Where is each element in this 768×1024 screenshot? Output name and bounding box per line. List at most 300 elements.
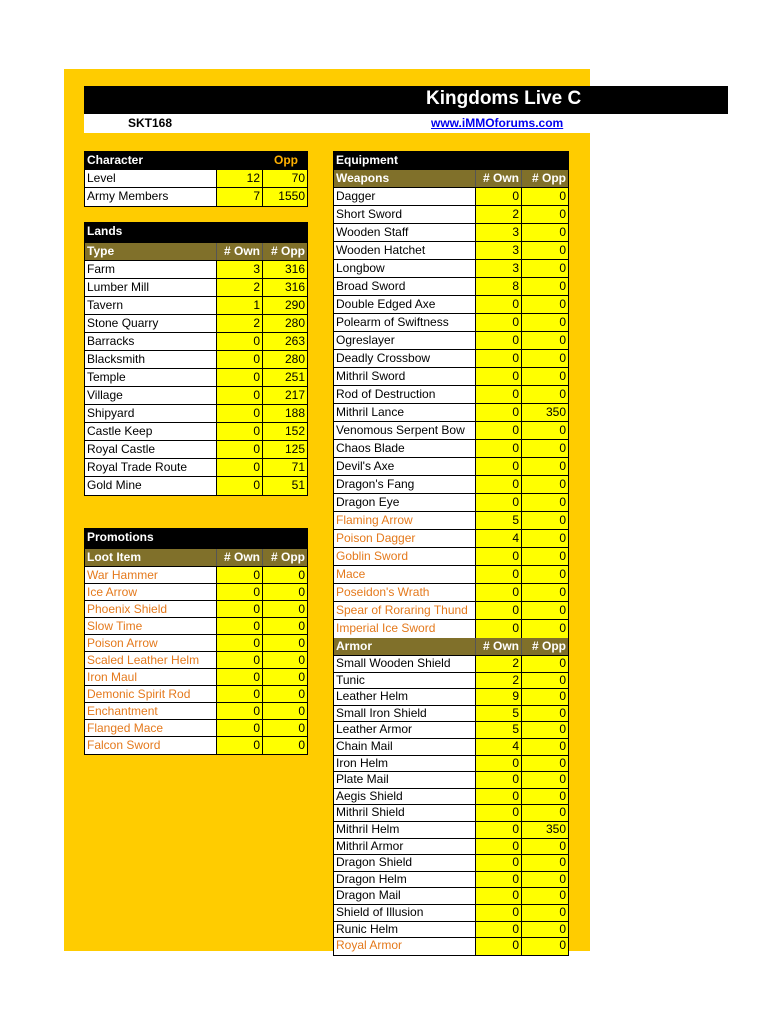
- table-row: [85, 423, 307, 441]
- own-count[interactable]: 0: [217, 737, 263, 754]
- site-link[interactable]: www.iMMOforums.com: [431, 116, 564, 130]
- opp-count[interactable]: 316: [263, 279, 307, 296]
- own-count[interactable]: 0: [476, 789, 522, 805]
- own-count[interactable]: 0: [476, 350, 522, 367]
- table-row: [334, 242, 568, 260]
- table-row: [85, 369, 307, 387]
- opp-count[interactable]: 0: [522, 872, 568, 888]
- own-count[interactable]: 0: [476, 332, 522, 349]
- promotions-table: [84, 528, 308, 755]
- opp-count[interactable]: 0: [522, 739, 568, 755]
- table-row: [85, 635, 307, 652]
- own-count[interactable]: 2: [476, 656, 522, 672]
- opp-count[interactable]: 0: [522, 938, 568, 955]
- promotions-col-item: Loot Item: [85, 549, 217, 566]
- table-row: [334, 368, 568, 386]
- table-row: [85, 387, 307, 405]
- promotions-col-own: # Own: [217, 549, 263, 566]
- item-name[interactable]: Spear of Roraring Thund: [334, 602, 476, 619]
- own-count[interactable]: 0: [476, 602, 522, 619]
- equipment-table: [333, 151, 569, 956]
- table-row: [85, 737, 307, 754]
- own-count[interactable]: 0: [476, 872, 522, 888]
- table-row: [334, 805, 568, 822]
- own-count[interactable]: 0: [476, 822, 522, 838]
- opp-count[interactable]: 0: [522, 656, 568, 672]
- item-name[interactable]: Dragon Helm: [334, 872, 476, 888]
- table-row: [334, 494, 568, 512]
- opp-count[interactable]: 0: [522, 224, 568, 241]
- opp-count[interactable]: 0: [522, 386, 568, 403]
- opp-count[interactable]: 280: [263, 351, 307, 368]
- table-row: [334, 512, 568, 530]
- table-row: [334, 673, 568, 690]
- opp-count[interactable]: 0: [522, 458, 568, 475]
- own-count[interactable]: 0: [476, 922, 522, 938]
- table-row: [334, 706, 568, 723]
- opp-count[interactable]: 0: [263, 703, 307, 719]
- own-count[interactable]: 0: [217, 567, 263, 583]
- lands-col-own: # Own: [217, 243, 263, 260]
- lands-body: [85, 261, 307, 495]
- table-row: [334, 314, 568, 332]
- lands-table: [84, 222, 308, 496]
- table-row: [334, 905, 568, 922]
- own-count[interactable]: 0: [476, 839, 522, 855]
- lands-title-row: [85, 223, 307, 243]
- table-row: [334, 689, 568, 706]
- item-name[interactable]: Shipyard: [85, 405, 217, 422]
- opp-count[interactable]: 251: [263, 369, 307, 386]
- opp-count[interactable]: 0: [522, 673, 568, 689]
- opp-count[interactable]: 0: [522, 772, 568, 788]
- opp-count[interactable]: 0: [522, 789, 568, 805]
- own-count[interactable]: 9: [476, 689, 522, 705]
- opp-count[interactable]: 263: [263, 333, 307, 350]
- own-count[interactable]: 0: [476, 440, 522, 457]
- own-count[interactable]: 2: [476, 673, 522, 689]
- opp-count[interactable]: 0: [522, 548, 568, 565]
- table-row: [85, 584, 307, 601]
- title-bar: [84, 86, 728, 114]
- item-name[interactable]: Dragon's Fang: [334, 476, 476, 493]
- opp-count[interactable]: 0: [522, 206, 568, 223]
- equipment-title-row: [334, 152, 568, 170]
- opp-count[interactable]: 0: [522, 422, 568, 439]
- table-row: [334, 620, 568, 638]
- table-row: [334, 278, 568, 296]
- opp-count[interactable]: 0: [263, 601, 307, 617]
- own-count[interactable]: 0: [217, 423, 263, 440]
- opp-count[interactable]: 316: [263, 261, 307, 278]
- table-row: [334, 888, 568, 905]
- table-row: [334, 922, 568, 939]
- item-name[interactable]: Lumber Mill: [85, 279, 217, 296]
- item-name[interactable]: Double Edged Axe: [334, 296, 476, 313]
- table-row: [85, 351, 307, 369]
- promotions-column-header: [85, 549, 307, 567]
- item-name[interactable]: Barracks: [85, 333, 217, 350]
- own-count[interactable]: 0: [476, 494, 522, 511]
- table-row: [85, 333, 307, 351]
- item-name[interactable]: Tunic: [334, 673, 476, 689]
- item-name[interactable]: Level: [85, 170, 217, 187]
- item-name[interactable]: Royal Castle: [85, 441, 217, 458]
- item-name[interactable]: Dragon Shield: [334, 855, 476, 871]
- opp-count[interactable]: 0: [263, 737, 307, 754]
- opp-count[interactable]: 51: [263, 477, 307, 495]
- lands-column-header: [85, 243, 307, 261]
- own-count[interactable]: 0: [217, 703, 263, 719]
- opp-count[interactable]: 0: [522, 620, 568, 638]
- opp-count[interactable]: 1550: [263, 188, 307, 206]
- own-count[interactable]: 12: [217, 170, 263, 187]
- own-count[interactable]: 3: [476, 242, 522, 259]
- item-name[interactable]: Plate Mail: [334, 772, 476, 788]
- opp-count[interactable]: 0: [522, 476, 568, 493]
- own-count[interactable]: 0: [476, 314, 522, 331]
- table-row: [334, 476, 568, 494]
- own-count[interactable]: 3: [476, 224, 522, 241]
- item-name[interactable]: Poison Dagger: [334, 530, 476, 547]
- table-row: [85, 618, 307, 635]
- item-name[interactable]: Aegis Shield: [334, 789, 476, 805]
- item-name[interactable]: Dagger: [334, 188, 476, 205]
- own-count[interactable]: 2: [476, 206, 522, 223]
- own-count[interactable]: 0: [476, 756, 522, 772]
- item-name[interactable]: Mithril Lance: [334, 404, 476, 421]
- opp-count[interactable]: 0: [522, 756, 568, 772]
- item-name[interactable]: Polearm of Swiftness: [334, 314, 476, 331]
- item-name[interactable]: Castle Keep: [85, 423, 217, 440]
- item-name[interactable]: Short Sword: [334, 206, 476, 223]
- own-count[interactable]: 0: [476, 905, 522, 921]
- table-row: [334, 188, 568, 206]
- table-row: [334, 332, 568, 350]
- item-name[interactable]: Iron Helm: [334, 756, 476, 772]
- weapons-body: [334, 188, 568, 638]
- item-name[interactable]: Chaos Blade: [334, 440, 476, 457]
- own-count[interactable]: 0: [476, 368, 522, 385]
- item-name[interactable]: Mace: [334, 566, 476, 583]
- table-row: [85, 170, 307, 188]
- character-opp-label: Opp: [274, 153, 298, 167]
- opp-count[interactable]: 0: [263, 720, 307, 736]
- item-name[interactable]: Farm: [85, 261, 217, 278]
- own-count[interactable]: 7: [217, 188, 263, 206]
- table-row: [334, 722, 568, 739]
- opp-count[interactable]: 290: [263, 297, 307, 314]
- opp-count[interactable]: 0: [522, 188, 568, 205]
- own-count[interactable]: 0: [476, 938, 522, 955]
- opp-count[interactable]: 350: [522, 822, 568, 838]
- lands-col-opp: # Opp: [270, 244, 305, 258]
- table-row: [334, 839, 568, 856]
- own-count[interactable]: 3: [217, 261, 263, 278]
- armor-col-opp: # Opp: [531, 639, 566, 653]
- opp-count[interactable]: 0: [522, 855, 568, 871]
- opp-count[interactable]: 0: [522, 332, 568, 349]
- table-row: [85, 279, 307, 297]
- table-row: [334, 938, 568, 955]
- armor-column-header: [334, 638, 568, 656]
- own-count[interactable]: 0: [217, 369, 263, 386]
- own-count[interactable]: 0: [217, 720, 263, 736]
- item-name[interactable]: Wooden Staff: [334, 224, 476, 241]
- item-name[interactable]: Scaled Leather Helm: [85, 652, 217, 668]
- user-id: SKT168: [128, 116, 173, 130]
- own-count[interactable]: 0: [217, 387, 263, 404]
- opp-count[interactable]: 0: [522, 689, 568, 705]
- character-table: [84, 151, 308, 207]
- opp-count[interactable]: 0: [522, 584, 568, 601]
- table-row: [85, 567, 307, 584]
- item-name[interactable]: Demonic Spirit Rod: [85, 686, 217, 702]
- sub-header-bar: [84, 114, 590, 133]
- item-name[interactable]: Falcon Sword: [85, 737, 217, 754]
- item-name[interactable]: Iron Maul: [85, 669, 217, 685]
- own-count[interactable]: 0: [476, 188, 522, 205]
- item-name[interactable]: Shield of Illusion: [334, 905, 476, 921]
- own-count[interactable]: 0: [217, 351, 263, 368]
- own-count[interactable]: 0: [217, 686, 263, 702]
- own-count[interactable]: 0: [476, 805, 522, 821]
- item-name[interactable]: Blacksmith: [85, 351, 217, 368]
- item-name[interactable]: Ice Arrow: [85, 584, 217, 600]
- item-name[interactable]: Chain Mail: [334, 739, 476, 755]
- opp-count[interactable]: 0: [263, 669, 307, 685]
- opp-count[interactable]: 0: [522, 242, 568, 259]
- item-name[interactable]: Mithril Helm: [334, 822, 476, 838]
- table-row: [85, 441, 307, 459]
- opp-count[interactable]: 350: [522, 404, 568, 421]
- own-count[interactable]: 0: [476, 855, 522, 871]
- table-row: [334, 404, 568, 422]
- own-count[interactable]: 0: [476, 386, 522, 403]
- item-name[interactable]: Royal Trade Route: [85, 459, 217, 476]
- table-row: [334, 458, 568, 476]
- own-count[interactable]: 0: [217, 584, 263, 600]
- promotions-col-opp: # Opp: [270, 550, 305, 564]
- item-name[interactable]: Small Wooden Shield: [334, 656, 476, 672]
- weapons-column-header: [334, 170, 568, 188]
- own-count[interactable]: 5: [476, 706, 522, 722]
- character-title: Character: [85, 152, 265, 169]
- table-row: [334, 656, 568, 673]
- own-count[interactable]: 0: [476, 422, 522, 439]
- table-row: [334, 756, 568, 773]
- table-row: [85, 601, 307, 618]
- weapons-col-name: Weapons: [334, 170, 476, 187]
- item-name[interactable]: Devil's Axe: [334, 458, 476, 475]
- item-name[interactable]: Flanged Mace: [85, 720, 217, 736]
- item-name[interactable]: Venomous Serpent Bow: [334, 422, 476, 439]
- opp-count[interactable]: 70: [263, 170, 307, 187]
- item-name[interactable]: Leather Helm: [334, 689, 476, 705]
- item-name[interactable]: Phoenix Shield: [85, 601, 217, 617]
- promotions-body: [85, 567, 307, 754]
- item-name[interactable]: Army Members: [85, 188, 217, 206]
- lands-col-type: Type: [85, 243, 217, 260]
- own-count[interactable]: 0: [476, 476, 522, 493]
- table-row: [85, 669, 307, 686]
- own-count[interactable]: 0: [476, 548, 522, 565]
- item-name[interactable]: Broad Sword: [334, 278, 476, 295]
- item-name[interactable]: Mithril Shield: [334, 805, 476, 821]
- opp-count[interactable]: 0: [522, 566, 568, 583]
- opp-count[interactable]: 0: [263, 635, 307, 651]
- table-row: [334, 386, 568, 404]
- opp-count[interactable]: 0: [522, 278, 568, 295]
- own-count[interactable]: 5: [476, 722, 522, 738]
- opp-count[interactable]: 0: [522, 722, 568, 738]
- item-name[interactable]: Goblin Sword: [334, 548, 476, 565]
- opp-count[interactable]: 0: [522, 368, 568, 385]
- page-title: Kingdoms Live C: [426, 88, 582, 109]
- opp-count[interactable]: 0: [522, 350, 568, 367]
- own-count[interactable]: 0: [476, 584, 522, 601]
- opp-count[interactable]: 0: [522, 260, 568, 277]
- item-name[interactable]: Ogreslayer: [334, 332, 476, 349]
- table-row: [334, 872, 568, 889]
- own-count[interactable]: 0: [217, 333, 263, 350]
- item-name[interactable]: Mithril Sword: [334, 368, 476, 385]
- item-name[interactable]: War Hammer: [85, 567, 217, 583]
- item-name[interactable]: Dragon Mail: [334, 888, 476, 904]
- opp-count[interactable]: 0: [522, 440, 568, 457]
- own-count[interactable]: 0: [217, 405, 263, 422]
- item-name[interactable]: Tavern: [85, 297, 217, 314]
- table-row: [334, 789, 568, 806]
- own-count[interactable]: 0: [476, 404, 522, 421]
- opp-count[interactable]: 188: [263, 405, 307, 422]
- item-name[interactable]: Royal Armor: [334, 938, 476, 955]
- table-row: [334, 739, 568, 756]
- item-name[interactable]: Leather Armor: [334, 722, 476, 738]
- opp-count[interactable]: 125: [263, 441, 307, 458]
- table-row: [85, 459, 307, 477]
- own-count[interactable]: 0: [476, 772, 522, 788]
- own-count[interactable]: 0: [217, 618, 263, 634]
- item-name[interactable]: Wooden Hatchet: [334, 242, 476, 259]
- opp-count[interactable]: 0: [522, 805, 568, 821]
- opp-count[interactable]: 280: [263, 315, 307, 332]
- own-count[interactable]: 0: [217, 652, 263, 668]
- promotions-title: Promotions: [87, 530, 154, 544]
- opp-count[interactable]: 0: [522, 602, 568, 619]
- own-count[interactable]: 0: [476, 888, 522, 904]
- own-count[interactable]: 0: [217, 601, 263, 617]
- own-count[interactable]: 0: [476, 458, 522, 475]
- own-count[interactable]: 0: [217, 669, 263, 685]
- opp-count[interactable]: 0: [263, 618, 307, 634]
- table-row: [85, 720, 307, 737]
- own-count[interactable]: 4: [476, 530, 522, 547]
- table-row: [334, 260, 568, 278]
- table-row: [85, 703, 307, 720]
- item-name[interactable]: Poison Arrow: [85, 635, 217, 651]
- table-row: [85, 188, 307, 206]
- own-count[interactable]: 0: [217, 441, 263, 458]
- own-count[interactable]: 0: [217, 477, 263, 495]
- own-count[interactable]: 8: [476, 278, 522, 295]
- own-count[interactable]: 0: [476, 296, 522, 313]
- table-row: [334, 206, 568, 224]
- opp-count[interactable]: 152: [263, 423, 307, 440]
- item-name[interactable]: Gold Mine: [85, 477, 217, 495]
- item-name[interactable]: Runic Helm: [334, 922, 476, 938]
- item-name[interactable]: Poseidon's Wrath: [334, 584, 476, 601]
- item-name[interactable]: Stone Quarry: [85, 315, 217, 332]
- opp-count[interactable]: 0: [263, 567, 307, 583]
- item-name[interactable]: Village: [85, 387, 217, 404]
- item-name[interactable]: Temple: [85, 369, 217, 386]
- own-count[interactable]: 4: [476, 739, 522, 755]
- opp-count[interactable]: 0: [522, 706, 568, 722]
- opp-count[interactable]: 0: [522, 905, 568, 921]
- table-row: [85, 261, 307, 279]
- item-name[interactable]: Enchantment: [85, 703, 217, 719]
- table-row: [334, 296, 568, 314]
- opp-count[interactable]: 0: [522, 888, 568, 904]
- table-row: [85, 297, 307, 315]
- own-count[interactable]: 3: [476, 260, 522, 277]
- table-row: [85, 477, 307, 495]
- table-row: [334, 584, 568, 602]
- table-row: [334, 772, 568, 789]
- item-name[interactable]: Small Iron Shield: [334, 706, 476, 722]
- own-count[interactable]: 0: [217, 459, 263, 476]
- item-name[interactable]: Deadly Crossbow: [334, 350, 476, 367]
- own-count[interactable]: 0: [476, 566, 522, 583]
- item-name[interactable]: Longbow: [334, 260, 476, 277]
- opp-count[interactable]: 0: [522, 296, 568, 313]
- opp-count[interactable]: 0: [522, 512, 568, 529]
- promotions-title-row: [85, 529, 307, 549]
- item-name[interactable]: Dragon Eye: [334, 494, 476, 511]
- opp-count[interactable]: 0: [522, 530, 568, 547]
- opp-count[interactable]: 0: [522, 314, 568, 331]
- item-name[interactable]: Rod of Destruction: [334, 386, 476, 403]
- own-count[interactable]: 0: [476, 620, 522, 638]
- opp-count[interactable]: 0: [263, 686, 307, 702]
- own-count[interactable]: 1: [217, 297, 263, 314]
- opp-count[interactable]: 0: [263, 584, 307, 600]
- armor-col-name: Armor: [334, 638, 476, 655]
- own-count[interactable]: 0: [217, 635, 263, 651]
- equipment-title: Equipment: [336, 153, 398, 167]
- opp-count[interactable]: 0: [263, 652, 307, 668]
- table-row: [334, 350, 568, 368]
- item-name[interactable]: Mithril Armor: [334, 839, 476, 855]
- table-row: [334, 530, 568, 548]
- opp-count[interactable]: 217: [263, 387, 307, 404]
- opp-count[interactable]: 0: [522, 494, 568, 511]
- character-header-row: [85, 152, 307, 170]
- weapons-col-own: # Own: [476, 170, 522, 187]
- own-count[interactable]: 2: [217, 315, 263, 332]
- own-count[interactable]: 2: [217, 279, 263, 296]
- table-row: [85, 686, 307, 703]
- item-name[interactable]: Flaming Arrow: [334, 512, 476, 529]
- opp-count[interactable]: 71: [263, 459, 307, 476]
- opp-count[interactable]: 0: [522, 922, 568, 938]
- own-count[interactable]: 5: [476, 512, 522, 529]
- opp-count[interactable]: 0: [522, 839, 568, 855]
- item-name[interactable]: Imperial Ice Sword: [334, 620, 476, 638]
- item-name[interactable]: Slow Time: [85, 618, 217, 634]
- armor-body: [334, 656, 568, 955]
